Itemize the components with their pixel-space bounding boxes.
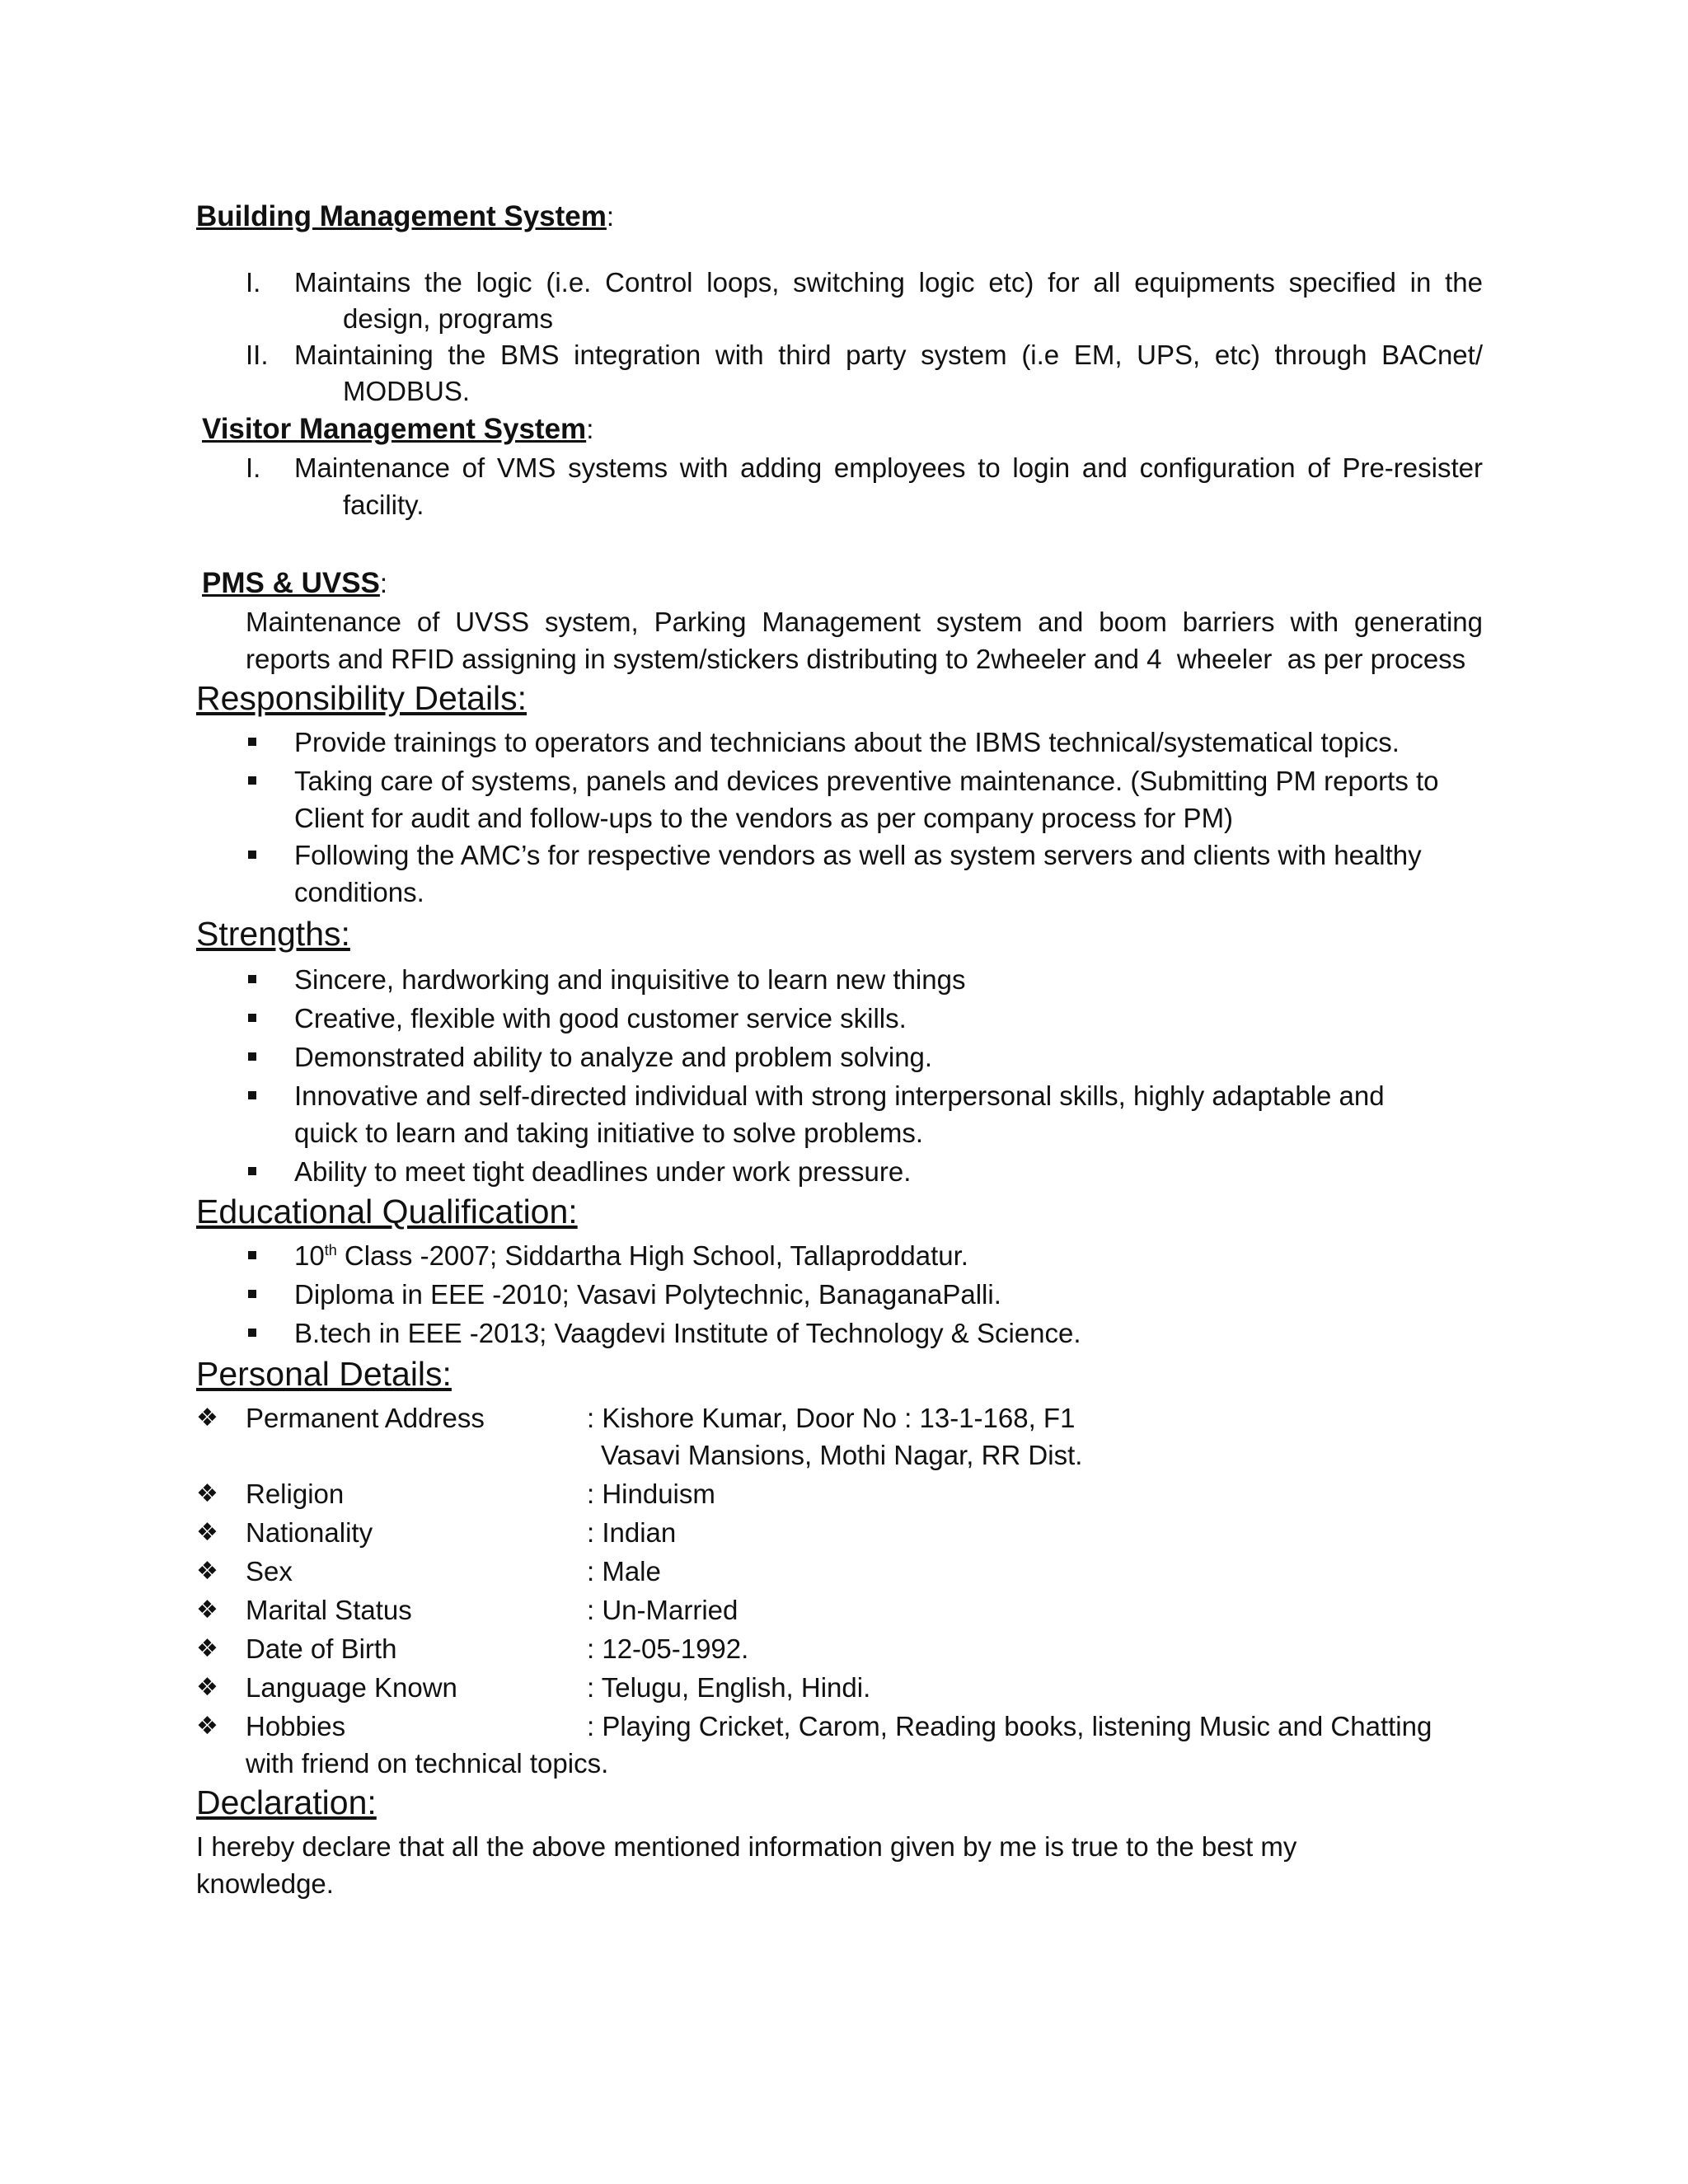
- vms-heading-colon: :: [586, 414, 594, 444]
- square-bullet-icon: [248, 738, 256, 746]
- responsibility-item-3-line2: conditions.: [294, 877, 424, 907]
- square-bullet-icon: [248, 1251, 256, 1259]
- pms-line1: Maintenance of UVSS system, Parking Management system and boom barriers with generating: [246, 607, 1483, 637]
- strengths-item-4-line2: quick to learn and taking initiative to solve problems.: [294, 1118, 924, 1148]
- pms-heading-colon: :: [379, 568, 388, 598]
- personal-value-address-line2: Vasavi Mansions, Mothi Nagar, RR Dist.: [601, 1440, 1083, 1470]
- vms-item-1-line1: Maintenance of VMS systems with adding employees to login and configuration of Pre-resister: [294, 452, 1483, 483]
- personal-value-hobbies: : Playing Cricket, Carom, Reading books, listening Music and Chatting: [587, 1711, 1432, 1741]
- personal-value-hobbies-line2: with friend on technical topics.: [246, 1748, 609, 1779]
- vms-heading-line: [202, 410, 593, 448]
- square-bullet-icon: [248, 975, 256, 983]
- personal-heading: Personal Details:: [196, 1355, 452, 1393]
- personal-value-dob: : 12-05-1992.: [587, 1633, 749, 1664]
- bms-item-2-line2: MODBUS.: [343, 376, 471, 406]
- personal-value-address: : Kishore Kumar, Door No : 13-1-168, F1: [587, 1403, 1076, 1433]
- pms-heading: PMS & UVSS: [202, 567, 380, 599]
- bms-heading-colon: :: [606, 201, 615, 232]
- bms-heading-line: [196, 198, 614, 235]
- diamond-bullet-icon: ❖: [196, 1674, 218, 1701]
- diamond-bullet-icon: ❖: [196, 1480, 218, 1507]
- pms-line2: reports and RFID assigning in system/stickers distributing to 2wheeler and 4 wheeler as per process: [246, 644, 1466, 674]
- diamond-bullet-icon: ❖: [196, 1596, 218, 1624]
- education-heading: Educational Qualification:: [196, 1193, 578, 1230]
- declaration-heading: Declaration:: [196, 1783, 377, 1821]
- diamond-bullet-icon: ❖: [196, 1713, 218, 1740]
- education-item-1-suffix: th: [324, 1242, 337, 1258]
- vms-item-1-line2: facility.: [343, 490, 424, 520]
- square-bullet-icon: [248, 1052, 256, 1061]
- personal-value-marital-status: : Un-Married: [587, 1595, 738, 1625]
- personal-label-hobbies: Hobbies: [246, 1711, 346, 1741]
- pms-heading-line: [202, 565, 387, 602]
- diamond-bullet-icon: ❖: [196, 1558, 218, 1585]
- personal-value-sex: : Male: [587, 1556, 661, 1586]
- strengths-item-2: Creative, flexible with good customer service skills.: [294, 1003, 907, 1033]
- declaration-line1: I hereby declare that all the above mentioned information given by me is true to the best my: [196, 1831, 1297, 1862]
- bms-item-1-line2: design, programs: [343, 303, 553, 334]
- square-bullet-icon: [248, 1014, 256, 1022]
- square-bullet-icon: [248, 851, 256, 859]
- bms-heading: Building Management System: [196, 200, 607, 232]
- personal-value-religion: : Hinduism: [587, 1479, 715, 1509]
- strengths-item-1: Sincere, hardworking and inquisitive to learn new things: [294, 964, 966, 995]
- personal-value-nationality: : Indian: [587, 1517, 677, 1548]
- personal-label-marital-status: Marital Status: [246, 1595, 412, 1625]
- strengths-item-5: Ability to meet tight deadlines under work pressure.: [294, 1156, 912, 1187]
- square-bullet-icon: [248, 776, 256, 785]
- square-bullet-icon: [248, 1091, 256, 1099]
- responsibility-item-2-line1: Taking care of systems, panels and devices preventive maintenance. (Submitting PM reports to: [294, 766, 1439, 796]
- personal-label-nationality: Nationality: [246, 1517, 373, 1548]
- education-item-3: B.tech in EEE -2013; Vaagdevi Institute of Technology & Science.: [294, 1318, 1081, 1348]
- strengths-heading: Strengths:: [196, 915, 350, 953]
- education-item-1-text: Class -2007; Siddartha High School, Tallaproddatur.: [336, 1240, 968, 1271]
- bms-item-2-num: II.: [246, 340, 269, 370]
- strengths-item-4-line1: Innovative and self-directed individual with strong interpersonal skills, highly adaptable and: [294, 1080, 1385, 1111]
- bms-item-1-num: I.: [246, 267, 261, 298]
- personal-label-religion: Religion: [246, 1479, 345, 1509]
- declaration-line2: knowledge.: [196, 1868, 334, 1899]
- square-bullet-icon: [248, 1329, 256, 1337]
- vms-heading: Visitor Management System: [202, 413, 587, 445]
- personal-label-language: Language Known: [246, 1672, 457, 1703]
- square-bullet-icon: [248, 1290, 256, 1298]
- education-item-2: Diploma in EEE -2010; Vasavi Polytechnic, BanaganaPalli.: [294, 1279, 1001, 1310]
- diamond-bullet-icon: ❖: [196, 1404, 218, 1432]
- responsibility-item-2-line2: Client for audit and follow-ups to the vendors as per company process for PM): [294, 803, 1234, 833]
- bms-item-2-line1: Maintaining the BMS integration with third party system (i.e EM, UPS, etc) through BACnet/: [294, 340, 1483, 370]
- personal-label-dob: Date of Birth: [246, 1633, 397, 1664]
- education-item-1-number: 10: [294, 1240, 325, 1271]
- personal-value-language: : Telugu, English, Hindi.: [587, 1672, 871, 1703]
- strengths-item-3: Demonstrated ability to analyze and problem solving.: [294, 1042, 933, 1072]
- diamond-bullet-icon: ❖: [196, 1519, 218, 1546]
- bms-item-1-line1: Maintains the logic (i.e. Control loops, switching logic etc) for all equipments specified in the: [294, 267, 1483, 298]
- personal-label-address: Permanent Address: [246, 1403, 485, 1433]
- responsibility-item-1: Provide trainings to operators and technicians about the IBMS technical/systematical topics.: [294, 727, 1400, 757]
- education-item-1: [294, 1237, 968, 1274]
- diamond-bullet-icon: ❖: [196, 1635, 218, 1662]
- responsibility-item-3-line1: Following the AMC’s for respective vendors as well as system servers and clients with healthy: [294, 840, 1422, 870]
- personal-label-sex: Sex: [246, 1556, 293, 1586]
- responsibility-heading: Responsibility Details:: [196, 679, 528, 717]
- vms-item-1-num: I.: [246, 452, 261, 483]
- square-bullet-icon: [248, 1167, 256, 1175]
